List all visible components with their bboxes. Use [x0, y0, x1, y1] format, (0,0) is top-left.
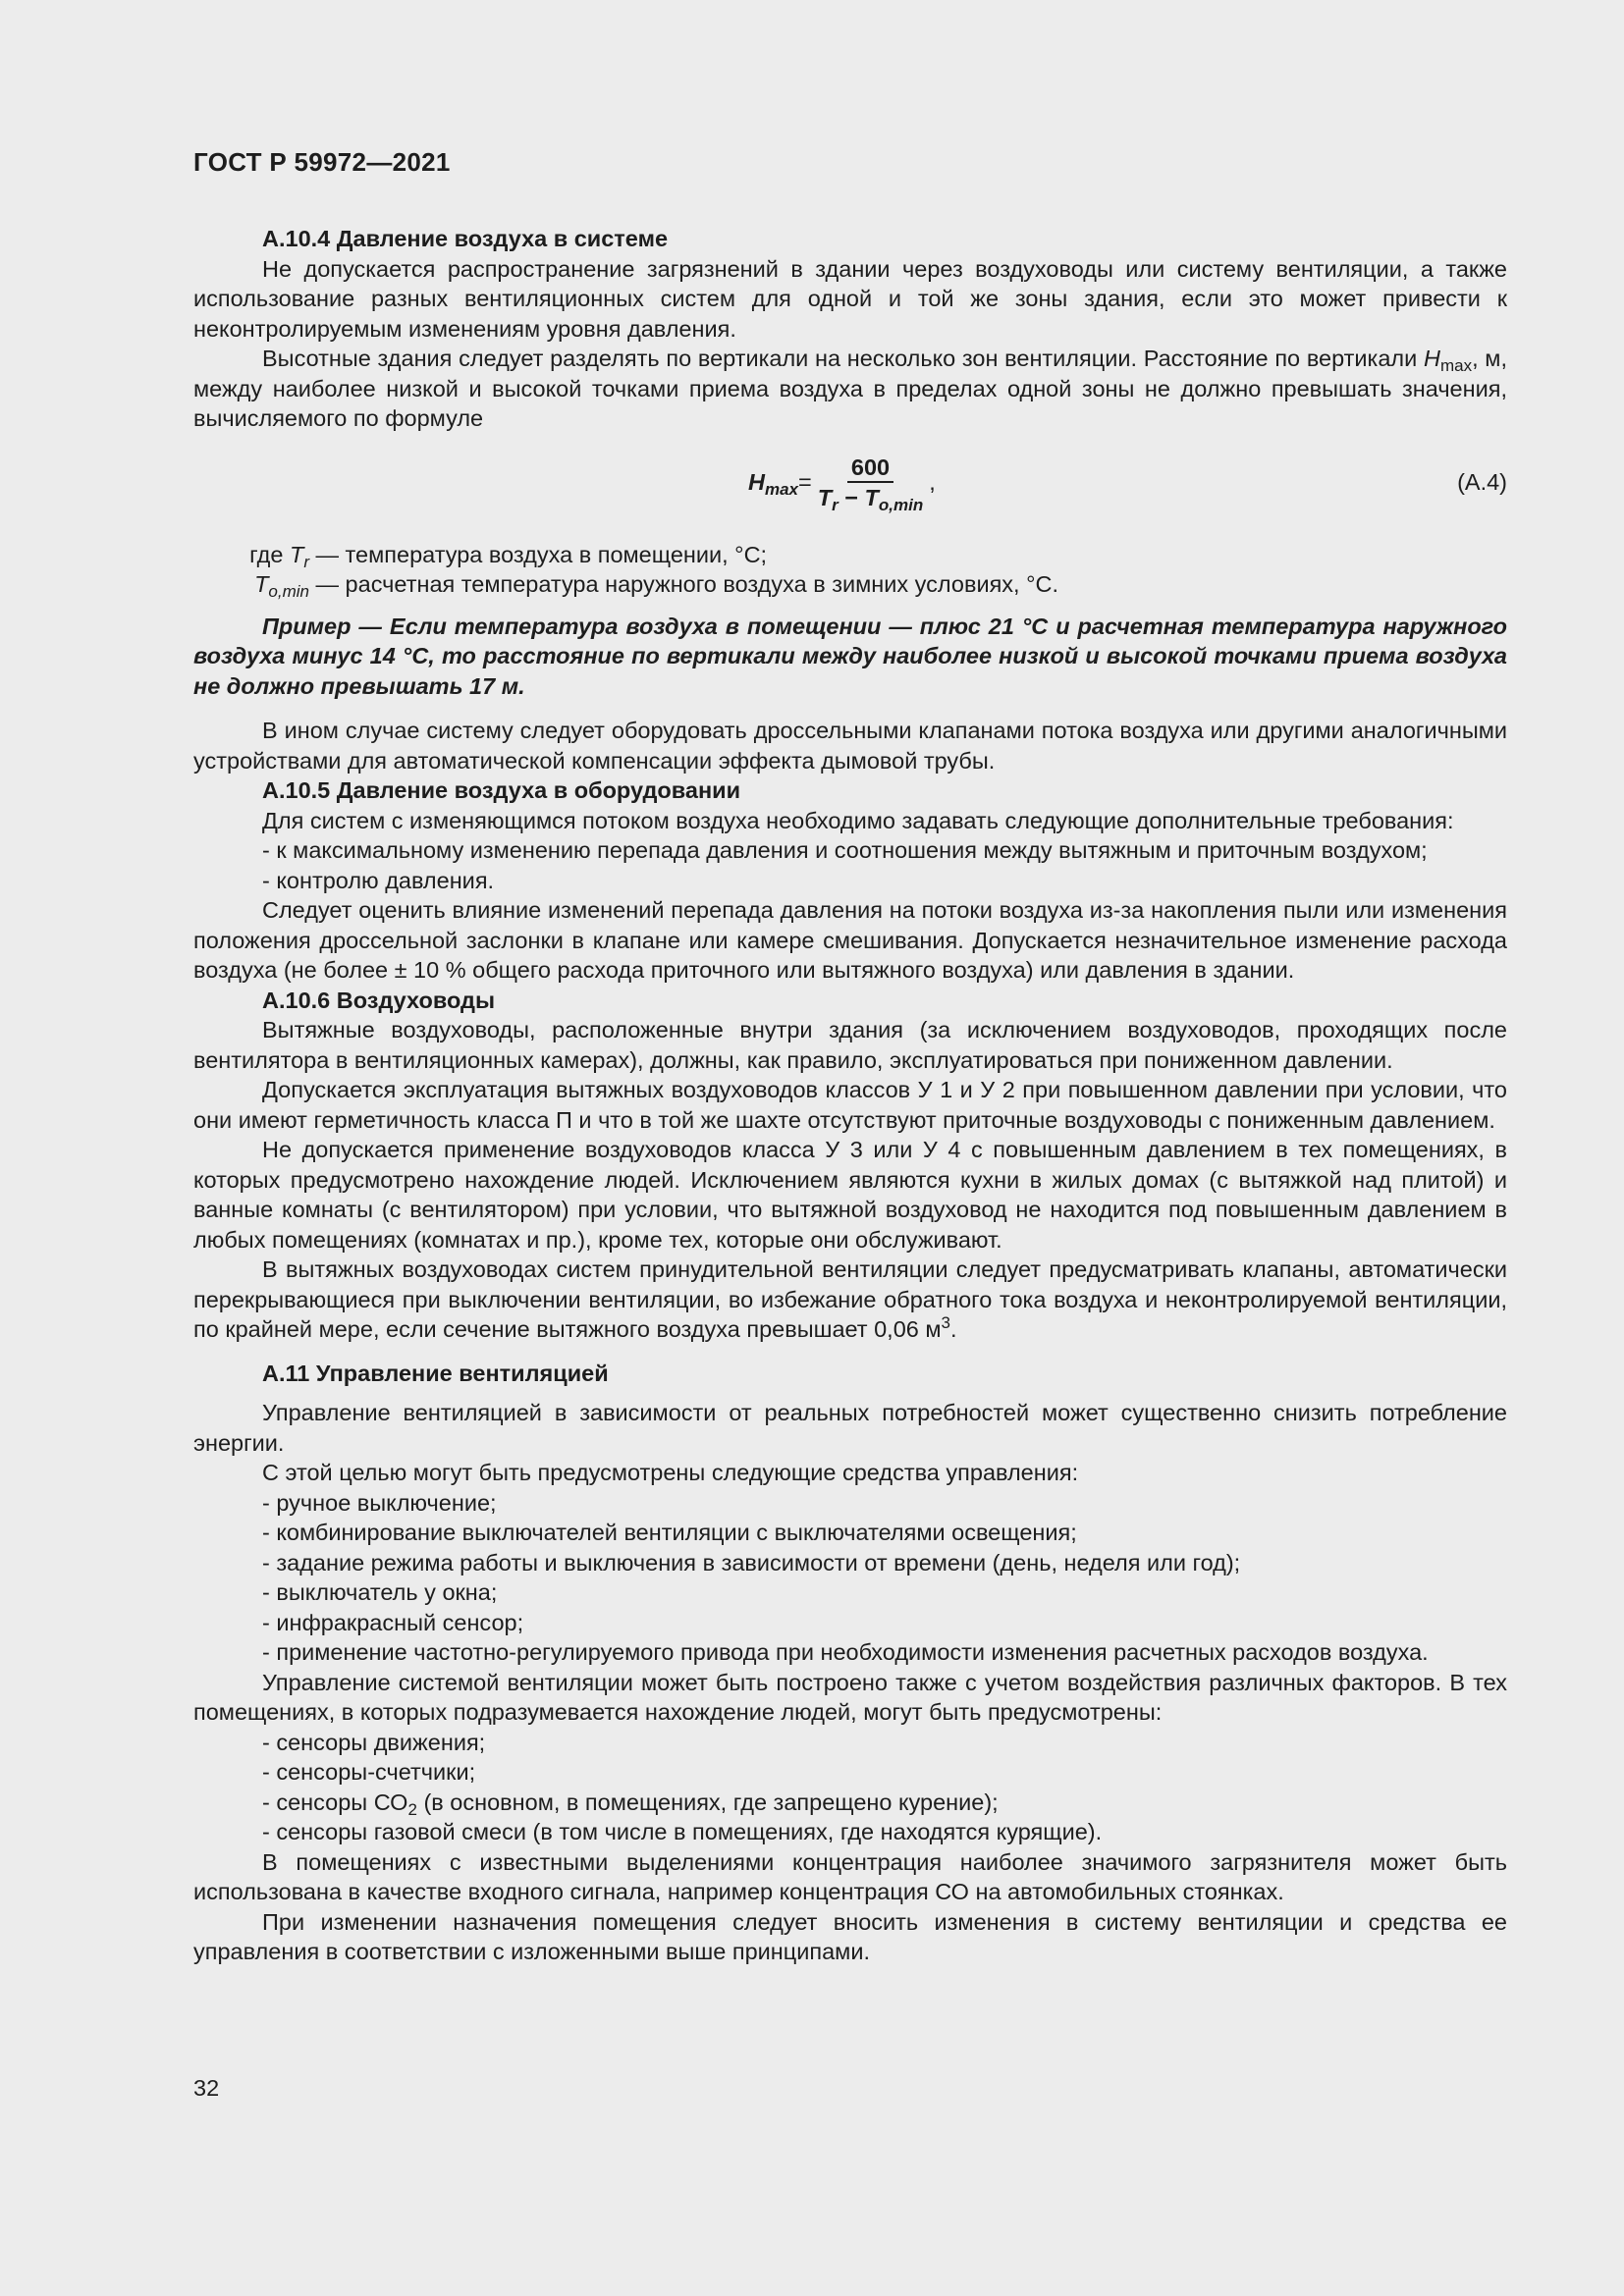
paragraph: Для систем с изменяющимся потоком воздуха необходимо задавать следующие дополнительные требования: [262, 807, 1454, 833]
list-item: - применение частотно-регулируемого привода при необходимости изменения расчетных расходов воздуха. [262, 1639, 1429, 1665]
paragraph: Не допускается распространение загрязнений в здании через воздуховоды или систему вентиляции, а также использование разных вентиляционных систем для одной и той же зоны здания, если это может привести к неконтролируемым изменениям уровня давления. [193, 255, 1507, 342]
paragraph: Следует оценить влияние изменений перепада давления на потоки воздуха из-за накопления пыли или изменения положения дроссельной заслонки в клапане или камере смешивания. Допускается незначительное изменение расхода воздуха (не более ± 10 % общего расхода приточного или вытяжного воздуха) или давления в здании. [193, 897, 1507, 983]
list-item: - задание режима работы и выключения в зависимости от времени (день, неделя или год); [262, 1549, 1241, 1575]
document-header: ГОСТ Р 59972—2021 [193, 147, 451, 177]
list-item-co2: - сенсоры $СО_2$ (в основном, в помещениях, где запрещено курение); [262, 1789, 999, 1819]
page-content [193, 224, 1507, 1967]
section-heading-a10-5: А.10.5 Давление воздуха в оборудовании [262, 777, 741, 803]
paragraph-hmax: Высотные здания следует разделять по вертикали на несколько зон вентиляции. Расстояние по вертикали $H_{max}$, м, между наиболее низкой и высокой точками приема воздуха в пределах одной зоны не должно превышать значения, вычисляемого по формуле [193, 346, 1507, 431]
paragraph: С этой целью могут быть предусмотрены следующие средства управления: [262, 1460, 1079, 1485]
formula-number: (А.4) [1457, 468, 1507, 495]
formula-expression [748, 454, 936, 512]
list-item: - комбинирование выключателей вентиляции с выключателями освещения; [262, 1520, 1077, 1545]
formula-denominator: $T_r - T_{o,min}$ [817, 484, 924, 514]
paragraph: Вытяжные воздуховоды, расположенные внутри здания (за исключением воздуховодов, проходящих после вентилятора в вентиляционных камерах), должны, как правило, эксплуатироваться при пониженном давлении. [193, 1017, 1507, 1073]
formula-comma: , [929, 469, 936, 496]
list-item: - сенсоры движения; [262, 1729, 486, 1755]
paragraph: В помещениях с известными выделениями концентрация наиболее значимого загрязнителя может быть использована в качестве входного сигнала, например концентрация СО на автомобильных стоянках. [193, 1848, 1507, 1904]
list-item: - контролю давления. [262, 867, 495, 893]
paragraph: При изменении назначения помещения следует вносить изменения в систему вентиляции и средства ее управления в соответствии с изложенными выше принципами. [193, 1908, 1507, 1964]
paragraph: Допускается эксплуатация вытяжных воздуховодов классов У 1 и У 2 при повышенном давлении при условии, что они имеют герметичность класса П и что в той же шахте отсутствуют приточные воздуховоды с пониженным давлением. [193, 1077, 1507, 1133]
formula-a4 [193, 446, 1507, 536]
list-item: - сенсоры-счетчики; [262, 1759, 476, 1785]
formula-numerator: 600 [847, 454, 893, 483]
section-heading-a10-6: А.10.6 Воздуховоды [262, 987, 496, 1013]
list-item: - сенсоры газовой смеси (в том числе в помещениях, где находятся курящие). [262, 1819, 1103, 1844]
section-heading-a11: А.11 Управление вентиляцией [262, 1360, 609, 1386]
paragraph: В вытяжных воздуховодах систем принудительной вентиляции следует предусматривать клапаны, автоматически перекрывающиеся при выключении вентиляции, во избежание обратного тока воздуха и неконтролируемой вентиляции, по крайней мере, если сечение вытяжного воздуха превышает 0,06 $м^3$. [193, 1256, 1507, 1342]
formula-lhs: $H_{max}$ [748, 469, 799, 500]
paragraph: В ином случае систему следует оборудовать дроссельными клапанами потока воздуха или другими аналогичными устройствами для автоматической компенсации эффекта дымовой трубы. [193, 718, 1507, 774]
list-item: - инфракрасный сенсор; [262, 1609, 524, 1635]
formula-equals: = [798, 469, 812, 496]
paragraph: Управление вентиляцией в зависимости от реальных потребностей может существенно снизить потребление энергии. [193, 1400, 1507, 1456]
example-note: Пример — Если температура воздуха в помещении — плюс 21 °С и расчетная температура наружного воздуха минус 14 °С, то расстояние по вертикали между наиболее низкой и высокой точками приема воздуха не должно превышать 17 м. [193, 613, 1507, 699]
list-item: - ручное выключение; [262, 1489, 497, 1516]
list-item: - выключатель у окна; [262, 1579, 498, 1605]
paragraph: Управление системой вентиляции может быть построено также с учетом воздействия различных факторов. В тех помещениях, в которых подразумевается нахождение людей, могут быть предусмотрены: [193, 1669, 1507, 1725]
paragraph: Не допускается применение воздуховодов класса У 3 или У 4 с повышенным давлением в тех помещениях, в которых предусмотрено нахождение людей. Исключением являются кухни в жилых домах (с вытяжкой над плитой) и ванные комнаты (с вентилятором) при условии, что вытяжной воздуховод не находится под повышенным давлением в любых помещениях (комнатах и пр.), кроме тех, которые они обслуживают. [193, 1137, 1507, 1253]
page-number: 32 [193, 2075, 220, 2101]
list-item: - к максимальному изменению перепада давления и соотношения между вытяжным и приточным воздухом; [262, 837, 1428, 863]
section-heading-a10-4: А.10.4 Давление воздуха в системе [262, 226, 669, 251]
where-line-tomin: $T_{o,min}$ — расчетная температура наружного воздуха в зимних условиях, °С. [254, 571, 1059, 601]
where-line-tr: где $T_r$ — температура воздуха в помещении, °С; [249, 541, 768, 571]
formula-fraction [818, 454, 923, 512]
